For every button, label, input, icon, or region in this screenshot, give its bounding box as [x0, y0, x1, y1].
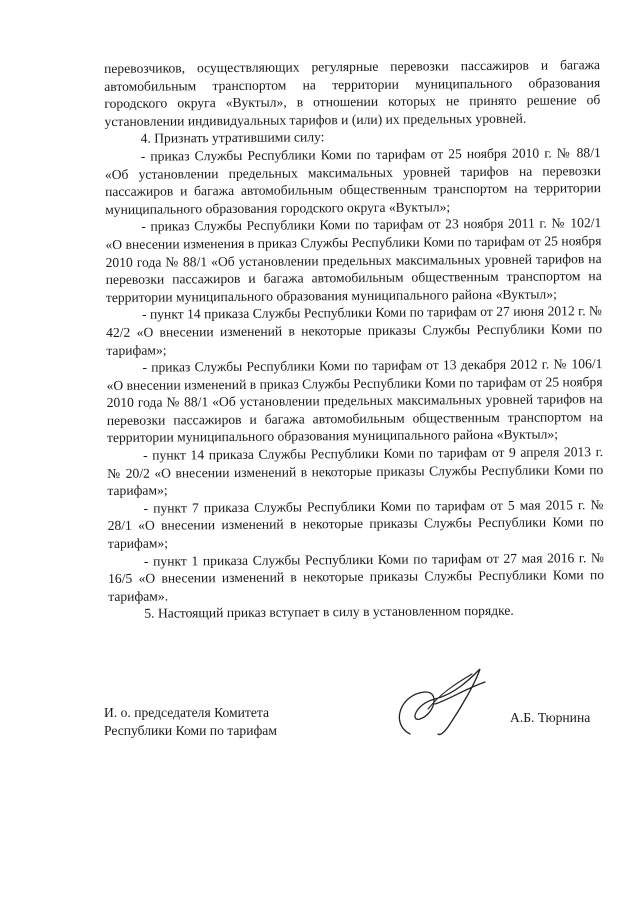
signatory-name: А.Б. Тюрнина: [510, 710, 591, 725]
body-paragraph: - пункт 1 приказа Службы Республики Коми по тарифам от 27 мая 2016 г. № 16/5 «О внесении изменений в некоторые приказы Службы Республики Коми по тарифам».: [108, 549, 605, 604]
body-paragraph: - пункт 7 приказа Службы Республики Коми по тарифам от 5 мая 2015 г. № 28/1 «О внесении изменений в некоторые приказы Службы Республики Коми по тарифам»;: [107, 496, 604, 552]
body-paragraph: перевозчиков, осуществляющих регулярные перевозки пассажиров и багажа автомобильным транспортом на территории муниципального образования городского округа «Вуктыл», в отношении которых не принято решение об установлении индивидуальных тарифов и (или) их предельных уровней.: [104, 57, 601, 129]
handwritten-signature: [380, 664, 500, 744]
body-paragraph: - приказ Службы Республики Коми по тарифам от 25 ноября 2010 г. № 88/1 «Об установлении предельных максимальных уровней тарифов на перевозки пассажиров и багажа автомобильным общественным транспортом на территории муниципального образования городского округа «Вуктыл»;: [104, 145, 602, 217]
signatory-title-line: И. о. председателя Комитета: [104, 705, 270, 720]
body-paragraph: 4. Признать утратившими силу:: [140, 129, 325, 147]
body-paragraph: - пункт 14 приказа Службы Республики Коми по тарифам от 9 апреля 2013 г. № 20/2 «О внесении изменений в некоторые приказы Службы Республики Коми по тарифам»;: [107, 444, 604, 499]
signatory-title-line: Республики Коми по тарифам: [104, 722, 277, 738]
document-body: [104, 56, 604, 623]
body-paragraph: - пункт 14 приказа Службы Республики Коми по тарифам от 27 июня 2012 г. № 42/2 «О внесении изменений в некоторые приказы Службы Республики Коми по тарифам»;: [106, 303, 603, 358]
body-paragraph: 5. Настоящий приказ вступает в силу в установленном порядке.: [144, 603, 514, 622]
body-paragraph: - приказ Службы Республики Коми по тарифам от 13 декабря 2012 г. № 106/1 «О внесении изменений в приказ Службы Республики Коми по тарифам от 25 ноября 2010 года № 88/1 «Об установлении предельных максимальных уровней тарифов на перевозки пассажиров и багажа автомобильным общественным транспортом на территории муниципального образования муниципального района «Вуктыл»;: [106, 356, 603, 446]
body-paragraph: - приказ Службы Республики Коми по тарифам от 23 ноября 2011 г. № 102/1 «О внесении изменения в приказ Службы Республики Коми по тарифам от 25 ноября 2010 года № 88/1 «Об установлении предельных максимальных уровней тарифов на перевозки пассажиров и багажа автомобильным общественным транспортом на территории муниципального образования муниципального района «Вуктыл»;: [105, 215, 602, 305]
signatory-title: [104, 704, 277, 739]
